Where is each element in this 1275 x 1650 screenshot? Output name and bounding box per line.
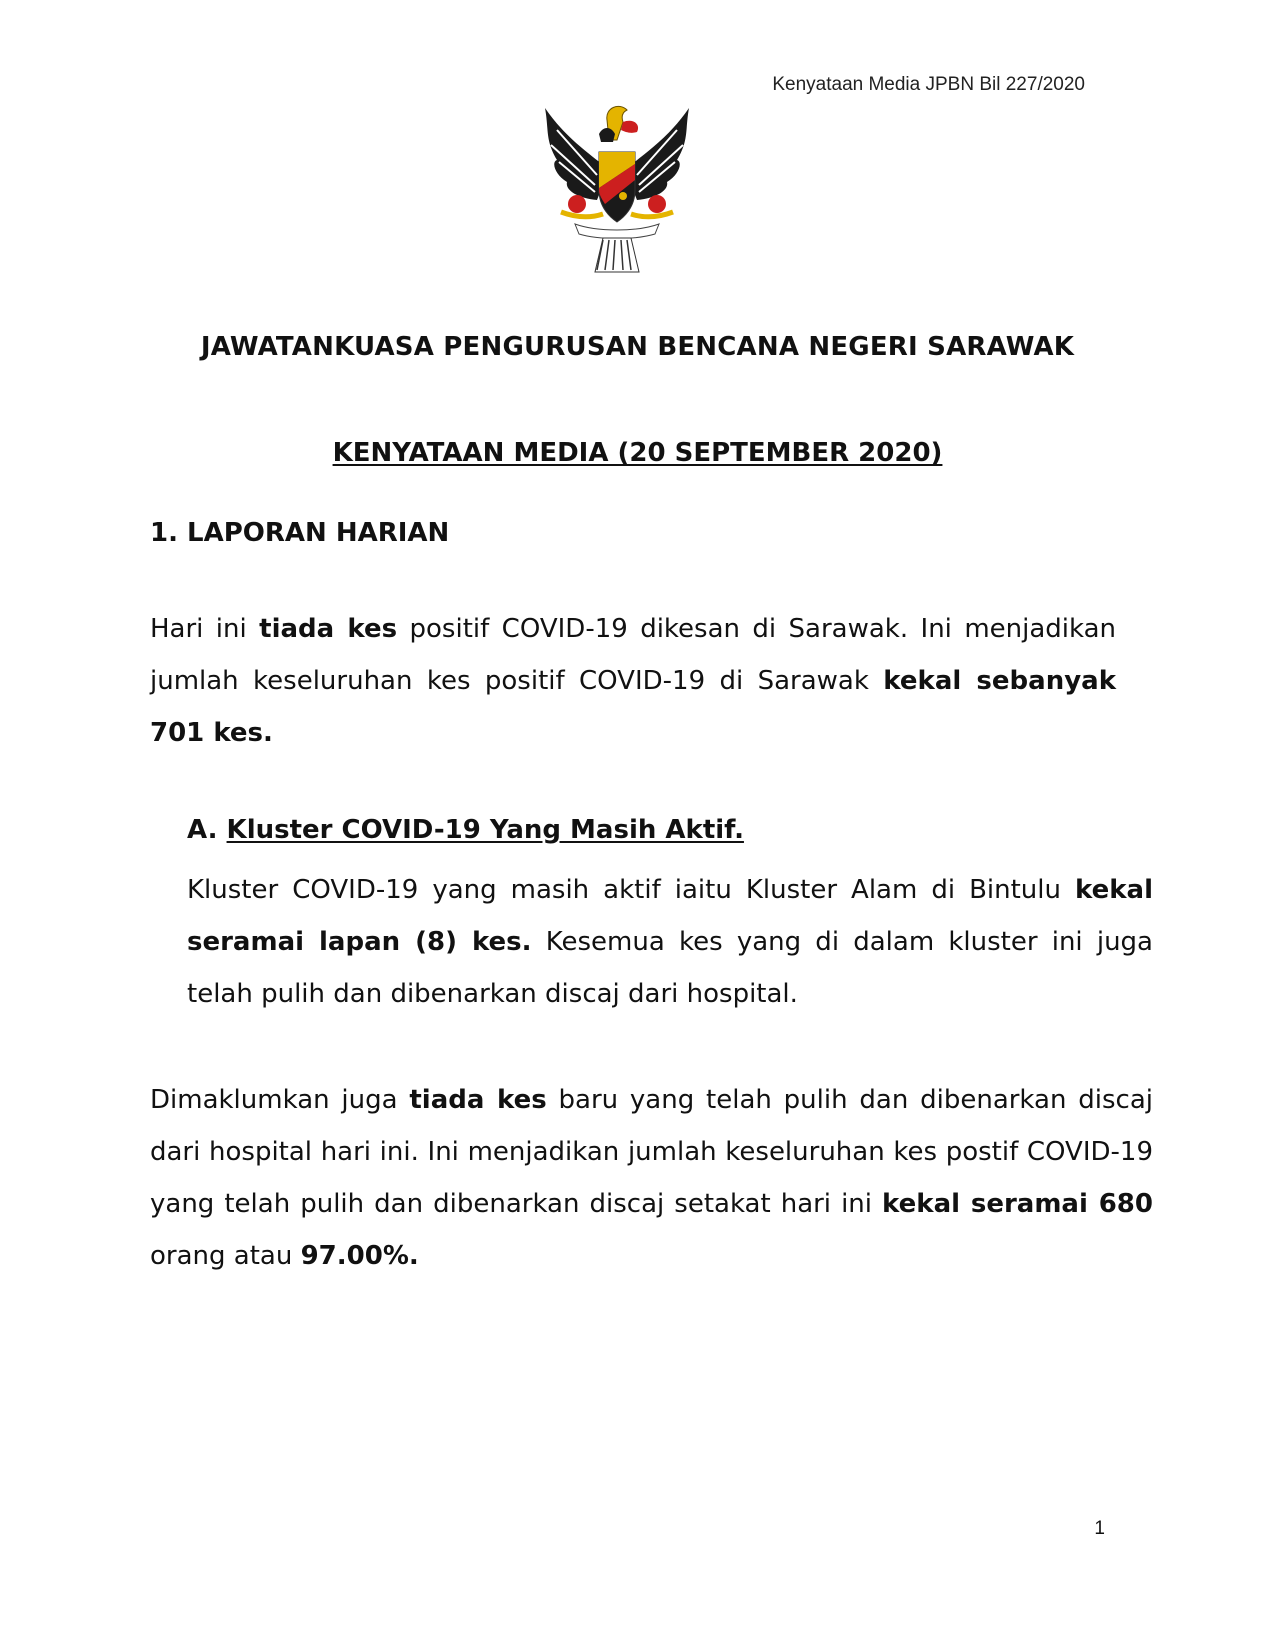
p1-bold-2: kekal sebanyak 701 kes. bbox=[150, 666, 1116, 748]
p3-bold-2: kekal seramai 680 bbox=[882, 1189, 1153, 1219]
daily-report-paragraph bbox=[150, 603, 1116, 759]
page-number: 1 bbox=[1094, 1518, 1105, 1539]
p1-bold-1: tiada kes bbox=[259, 614, 398, 644]
organization-title: JAWATANKUASA PENGURUSAN BENCANA NEGERI SARAWAK bbox=[200, 332, 1075, 362]
p1-text-1: Hari ini bbox=[150, 614, 260, 644]
p1-text-2: positif COVID-19 dikesan di Sarawak. Ini menjadikan jumlah keseluruhan kes positif COVID-19 di Sarawak bbox=[150, 614, 1117, 696]
cluster-paragraph bbox=[187, 864, 1153, 1020]
sarawak-coat-of-arms-icon bbox=[537, 100, 697, 275]
subsection-heading bbox=[187, 815, 744, 845]
document-reference: Kenyataan Media JPBN Bil 227/2020 bbox=[772, 74, 1085, 95]
p2-text-1: Kluster COVID-19 yang masih aktif iaitu Kluster Alam di Bintulu bbox=[187, 875, 1076, 905]
p2-bold-1: kekal seramai lapan (8) kes. bbox=[187, 875, 1153, 957]
p3-text-3: orang atau bbox=[150, 1241, 301, 1271]
p3-text-2: baru yang telah pulih dan dibenarkan discaj dari hospital hari ini. Ini menjadikan jumlah keseluruhan kes postif COVID-19 yang telah pulih dan dibenarkan discaj setakat hari ini bbox=[150, 1085, 1153, 1219]
subsection-title: Kluster COVID-19 Yang Masih Aktif. bbox=[226, 815, 744, 845]
subsection-label: A. bbox=[187, 815, 218, 845]
p2-text-2: Kesemua kes yang di dalam kluster ini juga telah pulih dan dibenarkan discaj dari hospital. bbox=[187, 927, 1153, 1009]
release-title bbox=[0, 438, 1275, 468]
p3-bold-1: tiada kes bbox=[409, 1085, 547, 1115]
p3-text-1: Dimaklumkan juga bbox=[150, 1085, 410, 1115]
recovery-paragraph bbox=[150, 1074, 1153, 1282]
release-title-text: KENYATAAN MEDIA (20 SEPTEMBER 2020) bbox=[332, 438, 943, 468]
p3-bold-3: 97.00%. bbox=[300, 1241, 419, 1271]
section-heading: 1. LAPORAN HARIAN bbox=[150, 518, 450, 548]
